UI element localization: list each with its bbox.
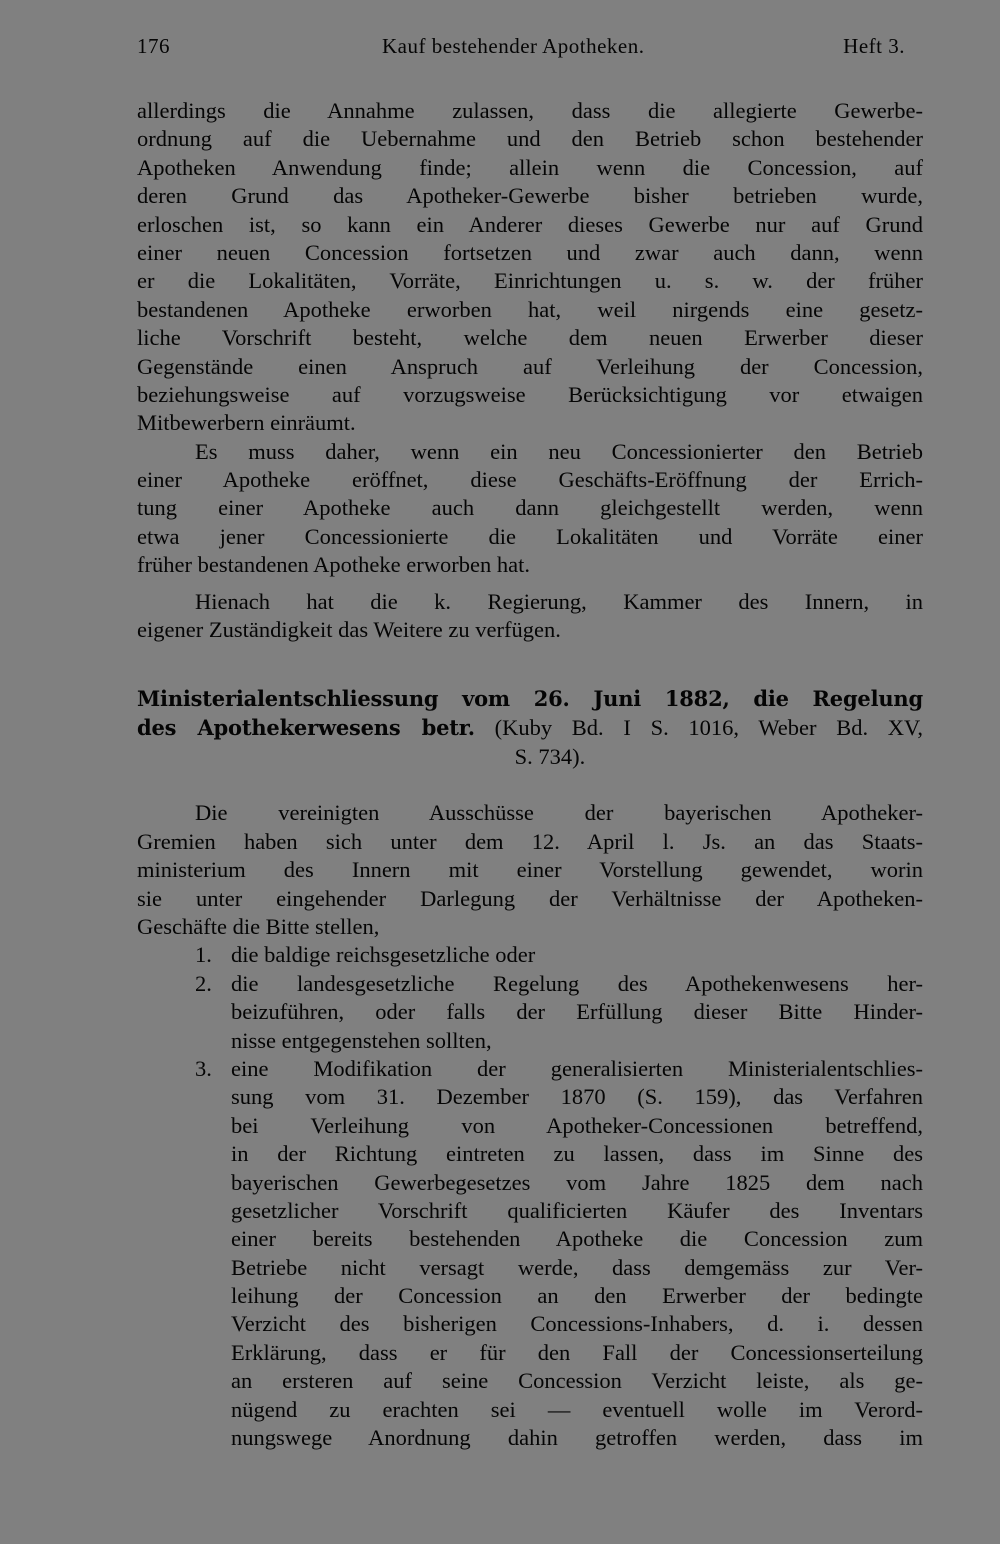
numbered-list	[137, 941, 923, 1452]
list-item	[137, 941, 923, 969]
running-header	[137, 34, 905, 64]
running-title: Kauf bestehender Apotheken.	[382, 34, 645, 58]
paragraph-2	[137, 438, 923, 580]
list-item	[137, 1055, 923, 1452]
text-line: Erklärung, dass er für den Fall der Concessionserteilung	[231, 1339, 923, 1365]
paragraph-3	[137, 588, 923, 645]
text-line: allerdings die Annahme zulassen, dass die allegierte Gewerbe-	[137, 98, 923, 123]
text-line: an ersteren auf seine Concession Verzicht leiste, als ge-	[231, 1368, 923, 1394]
list-number: 2.	[195, 970, 212, 996]
text-line: Betriebe nicht versagt werde, dass demgemäss zur Ver-	[231, 1254, 923, 1280]
text-line: eigener Zuständigkeit das Weitere zu verfügen.	[137, 617, 561, 643]
text-line: beizuführen, oder falls der Erfüllung dieser Bitte Hinder-	[231, 999, 923, 1025]
text-line: einer neuen Concession fortsetzen und zwar auch dann, wenn	[137, 239, 923, 265]
text-line: sie unter eingehender Darlegung der Verhältnisse der Apotheken-	[137, 885, 923, 911]
text-line: beziehungsweise auf vorzugsweise Berücksichtigung vor etwaigen	[137, 381, 923, 407]
heading-bold-2: des Apothekerwesens betr.	[137, 715, 475, 741]
text-line: gesetzlicher Vorschrift qualificierten Käufer des Inventars	[231, 1197, 923, 1223]
heading-bold-1: Ministerialentschliessung vom 26. Juni 1882, die Regelung	[137, 686, 923, 712]
text-line: bestandenen Apotheke erworben hat, weil nirgends eine gesetz-	[137, 296, 923, 322]
text-line: sung vom 31. Dezember 1870 (S. 159), das Verfahren	[231, 1084, 923, 1110]
text-line: deren Grund das Apotheker-Gewerbe bisher betrieben wurde,	[137, 183, 923, 209]
text-line: nügend zu erachten sei — eventuell wolle im Verord-	[231, 1396, 923, 1422]
text-line: Verzicht des bisherigen Concessions-Inhabers, d. i. dessen	[231, 1311, 923, 1337]
list-number: 3.	[195, 1055, 212, 1081]
text-line: einer Apotheke eröffnet, diese Geschäfts-Eröffnung der Errich-	[137, 467, 923, 493]
text-line: bei Verleihung von Apotheker-Concessionen betreffend,	[231, 1112, 923, 1138]
text-line: Die vereinigten Ausschüsse der bayerischen Apotheker-	[195, 800, 923, 826]
text-line: Gegenstände einen Anspruch auf Verleihung der Concession,	[137, 353, 923, 379]
heading-line-2	[137, 713, 923, 742]
text-line: ministerium des Innern mit einer Vorstellung gewendet, worin	[137, 857, 923, 883]
text-line: leihung der Concession an den Erwerber der bedingte	[231, 1283, 923, 1309]
text-line: tung einer Apotheke auch dann gleichgestellt werden, wenn	[137, 495, 923, 521]
text-line: Es muss daher, wenn ein neu Concessionierter den Betrieb	[195, 438, 923, 464]
text-line: er die Lokalitäten, Vorräte, Einrichtungen u. s. w. der früher	[137, 268, 923, 294]
text-line: Gremien haben sich unter dem 12. April l. Js. an das Staats-	[137, 828, 923, 854]
text-line: nungswege Anordnung dahin getroffen werden, dass im	[231, 1425, 923, 1451]
text-line: erloschen ist, so kann ein Anderer dieses Gewerbe nur auf Grund	[137, 211, 923, 237]
text-line: liche Vorschrift besteht, welche dem neuen Erwerber dieser	[137, 325, 923, 351]
paragraph-4	[137, 799, 923, 941]
text-line: Hienach hat die k. Regierung, Kammer des Innern, in	[195, 588, 923, 614]
issue-label: Heft 3.	[843, 34, 905, 58]
heading-line-1	[137, 684, 923, 713]
text-line: die landesgesetzliche Regelung des Apothekenwesens her-	[231, 970, 923, 996]
text-line: ordnung auf die Uebernahme und den Betrieb schon bestehender	[137, 126, 923, 152]
text-line: Geschäfte die Bitte stellen,	[137, 913, 380, 939]
text-line: Mitbewerbern einräumt.	[137, 410, 356, 436]
section-heading	[137, 684, 923, 771]
heading-line-3: S. 734).	[514, 744, 586, 770]
text-line: Apotheken Anwendung finde; allein wenn die Concession, auf	[137, 154, 923, 180]
text-line: die baldige reichsgesetzliche oder	[231, 942, 536, 968]
text-line: etwa jener Concessionierte die Lokalitäten und Vorräte einer	[137, 523, 923, 549]
page-body	[137, 97, 923, 1452]
text-line: nisse entgegenstehen sollten,	[231, 1027, 492, 1053]
text-line: eine Modifikation der generalisierten Ministerialentschlies-	[231, 1055, 923, 1081]
page-number: 176	[137, 34, 170, 58]
list-number: 1.	[195, 942, 212, 968]
text-line: einer bereits bestehenden Apotheke die Concession zum	[231, 1226, 923, 1252]
paragraph-1	[137, 97, 923, 438]
heading-citation: (Kuby Bd. I S. 1016, Weber Bd. XV,	[494, 715, 924, 741]
list-item	[137, 970, 923, 1055]
text-line: früher bestandenen Apotheke erworben hat.	[137, 552, 530, 578]
text-line: in der Richtung eintreten zu lassen, dass im Sinne des	[231, 1141, 923, 1167]
text-line: bayerischen Gewerbegesetzes vom Jahre 1825 dem nach	[231, 1169, 923, 1195]
